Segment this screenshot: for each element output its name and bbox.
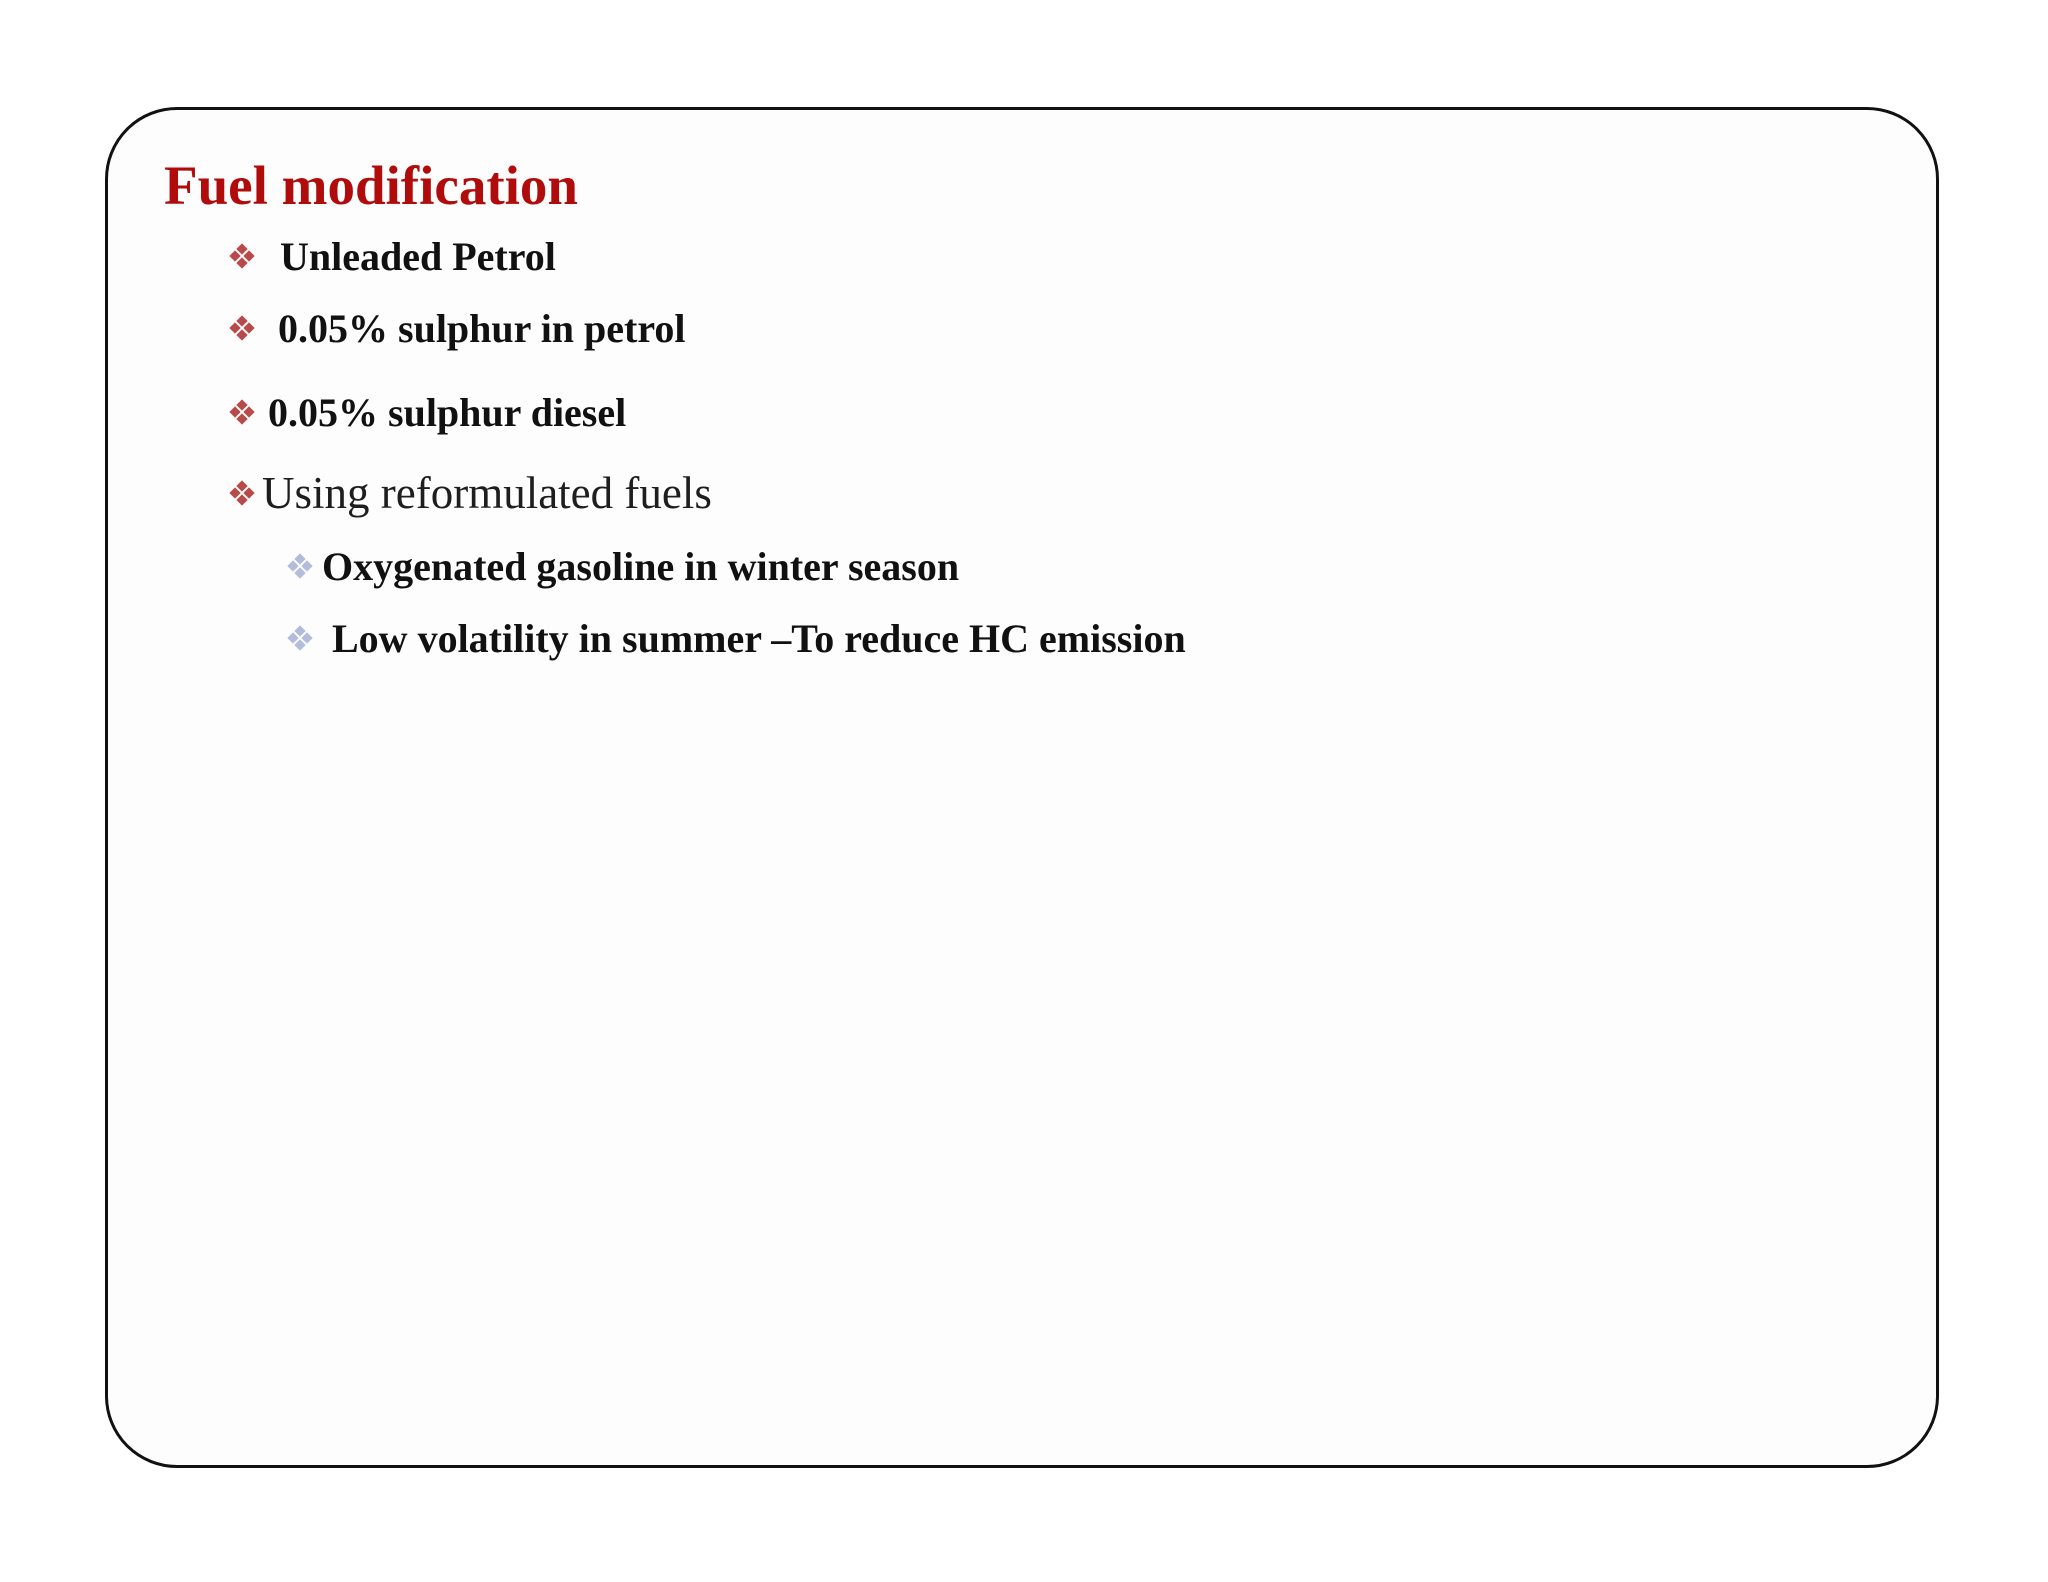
diamond-cluster-icon	[228, 479, 256, 507]
bullet-item-reformulated-fuels	[228, 468, 712, 518]
diamond-cluster-icon	[228, 314, 256, 342]
bullet-item-sulphur-petrol	[228, 305, 686, 351]
bullet-text: Unleaded Petrol	[280, 233, 556, 279]
sub-bullet-item-oxygenated-gasoline	[286, 543, 960, 589]
diamond-cluster-icon	[286, 624, 314, 652]
bullet-text: 0.05% sulphur diesel	[268, 389, 627, 435]
diamond-cluster-icon	[228, 398, 256, 426]
bullet-text: Using reformulated fuels	[262, 468, 712, 518]
diamond-cluster-icon	[228, 242, 256, 270]
sub-bullet-item-low-volatility	[286, 615, 1186, 661]
sub-bullet-text: Oxygenated gasoline in winter season	[322, 543, 960, 589]
slide-title: Fuel modification	[164, 155, 579, 216]
bullet-item-sulphur-diesel	[228, 389, 627, 435]
diamond-cluster-icon	[286, 552, 314, 580]
sub-bullet-text: Low volatility in summer –To reduce HC emission	[332, 615, 1186, 661]
bullet-item-unleaded-petrol	[228, 233, 556, 279]
bullet-text: 0.05% sulphur in petrol	[278, 305, 686, 351]
